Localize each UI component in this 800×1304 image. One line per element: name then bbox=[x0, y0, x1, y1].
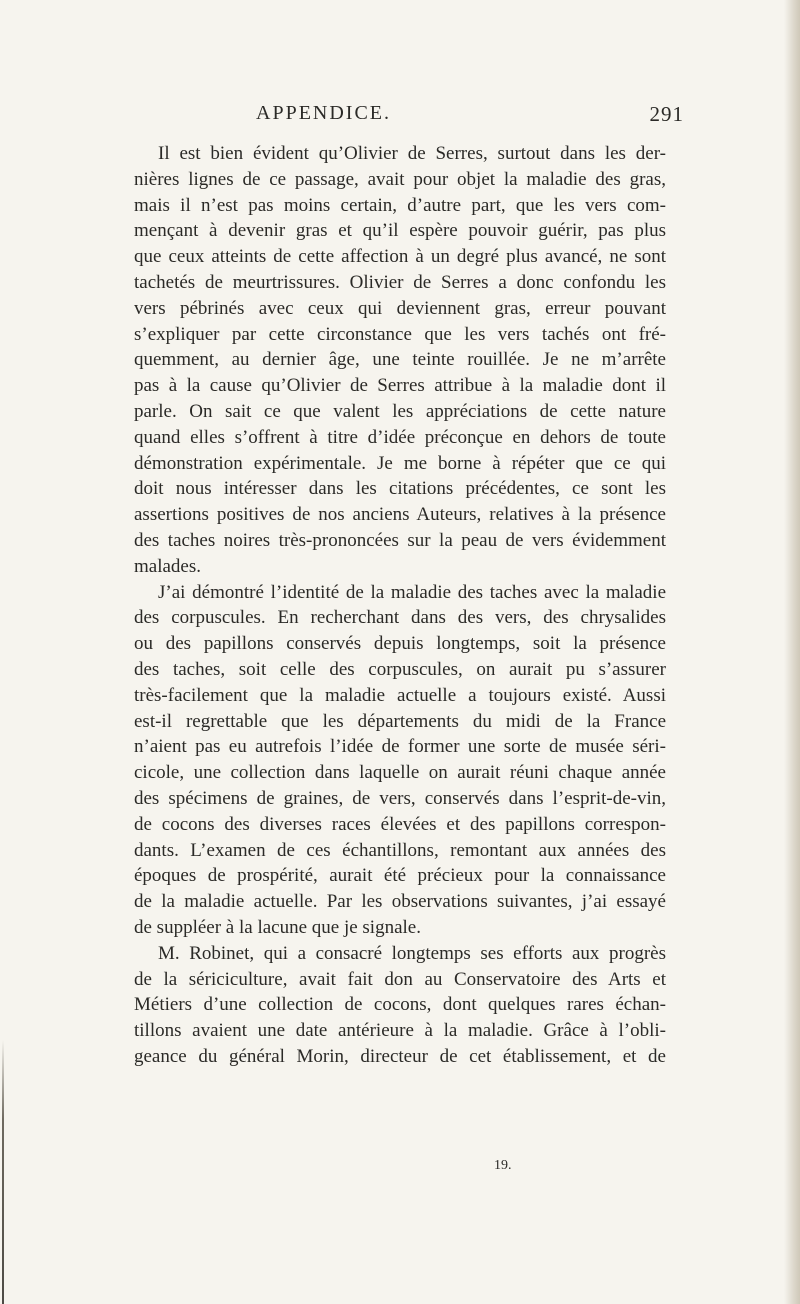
text-line: tachetés de meurtrissures. Olivier de Serres a donc confondu les bbox=[134, 271, 666, 293]
text-line: s’expliquer par cette circonstance que les vers tachés ont fré- bbox=[134, 323, 666, 345]
text-line: époques de prospérité, aurait été précieux pour la connaissance bbox=[134, 865, 666, 887]
text-line: est-il regrettable que les départements du midi de la France bbox=[134, 710, 666, 732]
text-line: quemment, au dernier âge, une teinte rouillée. Je ne m’arrête bbox=[134, 349, 666, 371]
text-line: malades. bbox=[134, 555, 202, 577]
text-line: des taches, soit celle des corpuscules, on aurait pu s’assurer bbox=[134, 658, 666, 680]
text-line: cicole, une collection dans laquelle on aurait réuni chaque année bbox=[134, 762, 666, 784]
text-line: M. Robinet, qui a consacré longtemps ses efforts aux progrès bbox=[158, 942, 666, 964]
text-line: n’aient pas eu autrefois l’idée de former une sorte de musée séri- bbox=[134, 736, 666, 758]
text-line: parle. On sait ce que valent les appréciations de cette nature bbox=[134, 400, 666, 422]
running-title: APPENDICE. bbox=[256, 102, 392, 124]
binding-gutter-line bbox=[2, 1040, 4, 1304]
text-line: mais il n’est pas moins certain, d’autre part, que les vers com- bbox=[134, 194, 666, 216]
text-line: que ceux atteints de cette affection à un degré plus avancé, ne sont bbox=[134, 246, 666, 268]
running-head bbox=[130, 102, 684, 132]
text-line: des corpuscules. En recherchant dans des vers, des chrysalides bbox=[134, 607, 666, 629]
text-line: J’ai démontré l’identité de la maladie des taches avec la maladie bbox=[158, 581, 666, 603]
text-line: doit nous intéresser dans les citations précédentes, ce sont les bbox=[134, 478, 666, 500]
body-text bbox=[134, 141, 666, 1070]
text-line: geance du général Morin, directeur de cet établissement, et de bbox=[134, 1045, 666, 1067]
text-line: des spécimens de graines, de vers, conservés dans l’esprit-de-vin, bbox=[134, 787, 666, 809]
text-line: de la sériciculture, avait fait don au Conservatoire des Arts et bbox=[134, 968, 666, 990]
page-edge-shadow bbox=[784, 0, 800, 1304]
text-line: de la maladie actuelle. Par les observations suivantes, j’ai essayé bbox=[134, 891, 666, 913]
text-line: dants. L’examen de ces échantillons, remontant aux années des bbox=[134, 839, 666, 861]
text-line: démonstration expérimentale. Je me borne à répéter que ce qui bbox=[134, 452, 666, 474]
text-line: de cocons des diverses races élevées et des papillons correspon- bbox=[134, 813, 666, 835]
text-line: pas à la cause qu’Olivier de Serres attribue à la maladie dont il bbox=[134, 375, 666, 397]
text-line: tillons avaient une date antérieure à la maladie. Grâce à l’obli- bbox=[134, 1020, 666, 1042]
text-line: Métiers d’une collection de cocons, dont quelques rares échan- bbox=[134, 994, 666, 1016]
text-line: quand elles s’offrent à titre d’idée préconçue en dehors de toute bbox=[134, 426, 666, 448]
text-line: des taches noires très-prononcées sur la peau de vers évidemment bbox=[134, 529, 666, 551]
page-number: 291 bbox=[649, 102, 684, 126]
text-line: assertions positives de nos anciens Auteurs, relatives à la présence bbox=[134, 504, 666, 526]
signature-mark: 19. bbox=[494, 1158, 512, 1173]
text-line: Il est bien évident qu’Olivier de Serres, surtout dans les der- bbox=[158, 143, 666, 164]
text-line: mençant à devenir gras et qu’il espère pouvoir guérir, pas plus bbox=[134, 220, 666, 242]
text-line: nières lignes de ce passage, avait pour objet la maladie des gras, bbox=[134, 168, 666, 190]
text-line: ou des papillons conservés depuis longtemps, soit la présence bbox=[134, 633, 666, 655]
text-line: de suppléer à la lacune que je signale. bbox=[134, 916, 421, 938]
text-line: très-facilement que la maladie actuelle a toujours existé. Aussi bbox=[134, 684, 666, 706]
text-line: vers pébrinés avec ceux qui deviennent gras, erreur pouvant bbox=[134, 297, 666, 319]
